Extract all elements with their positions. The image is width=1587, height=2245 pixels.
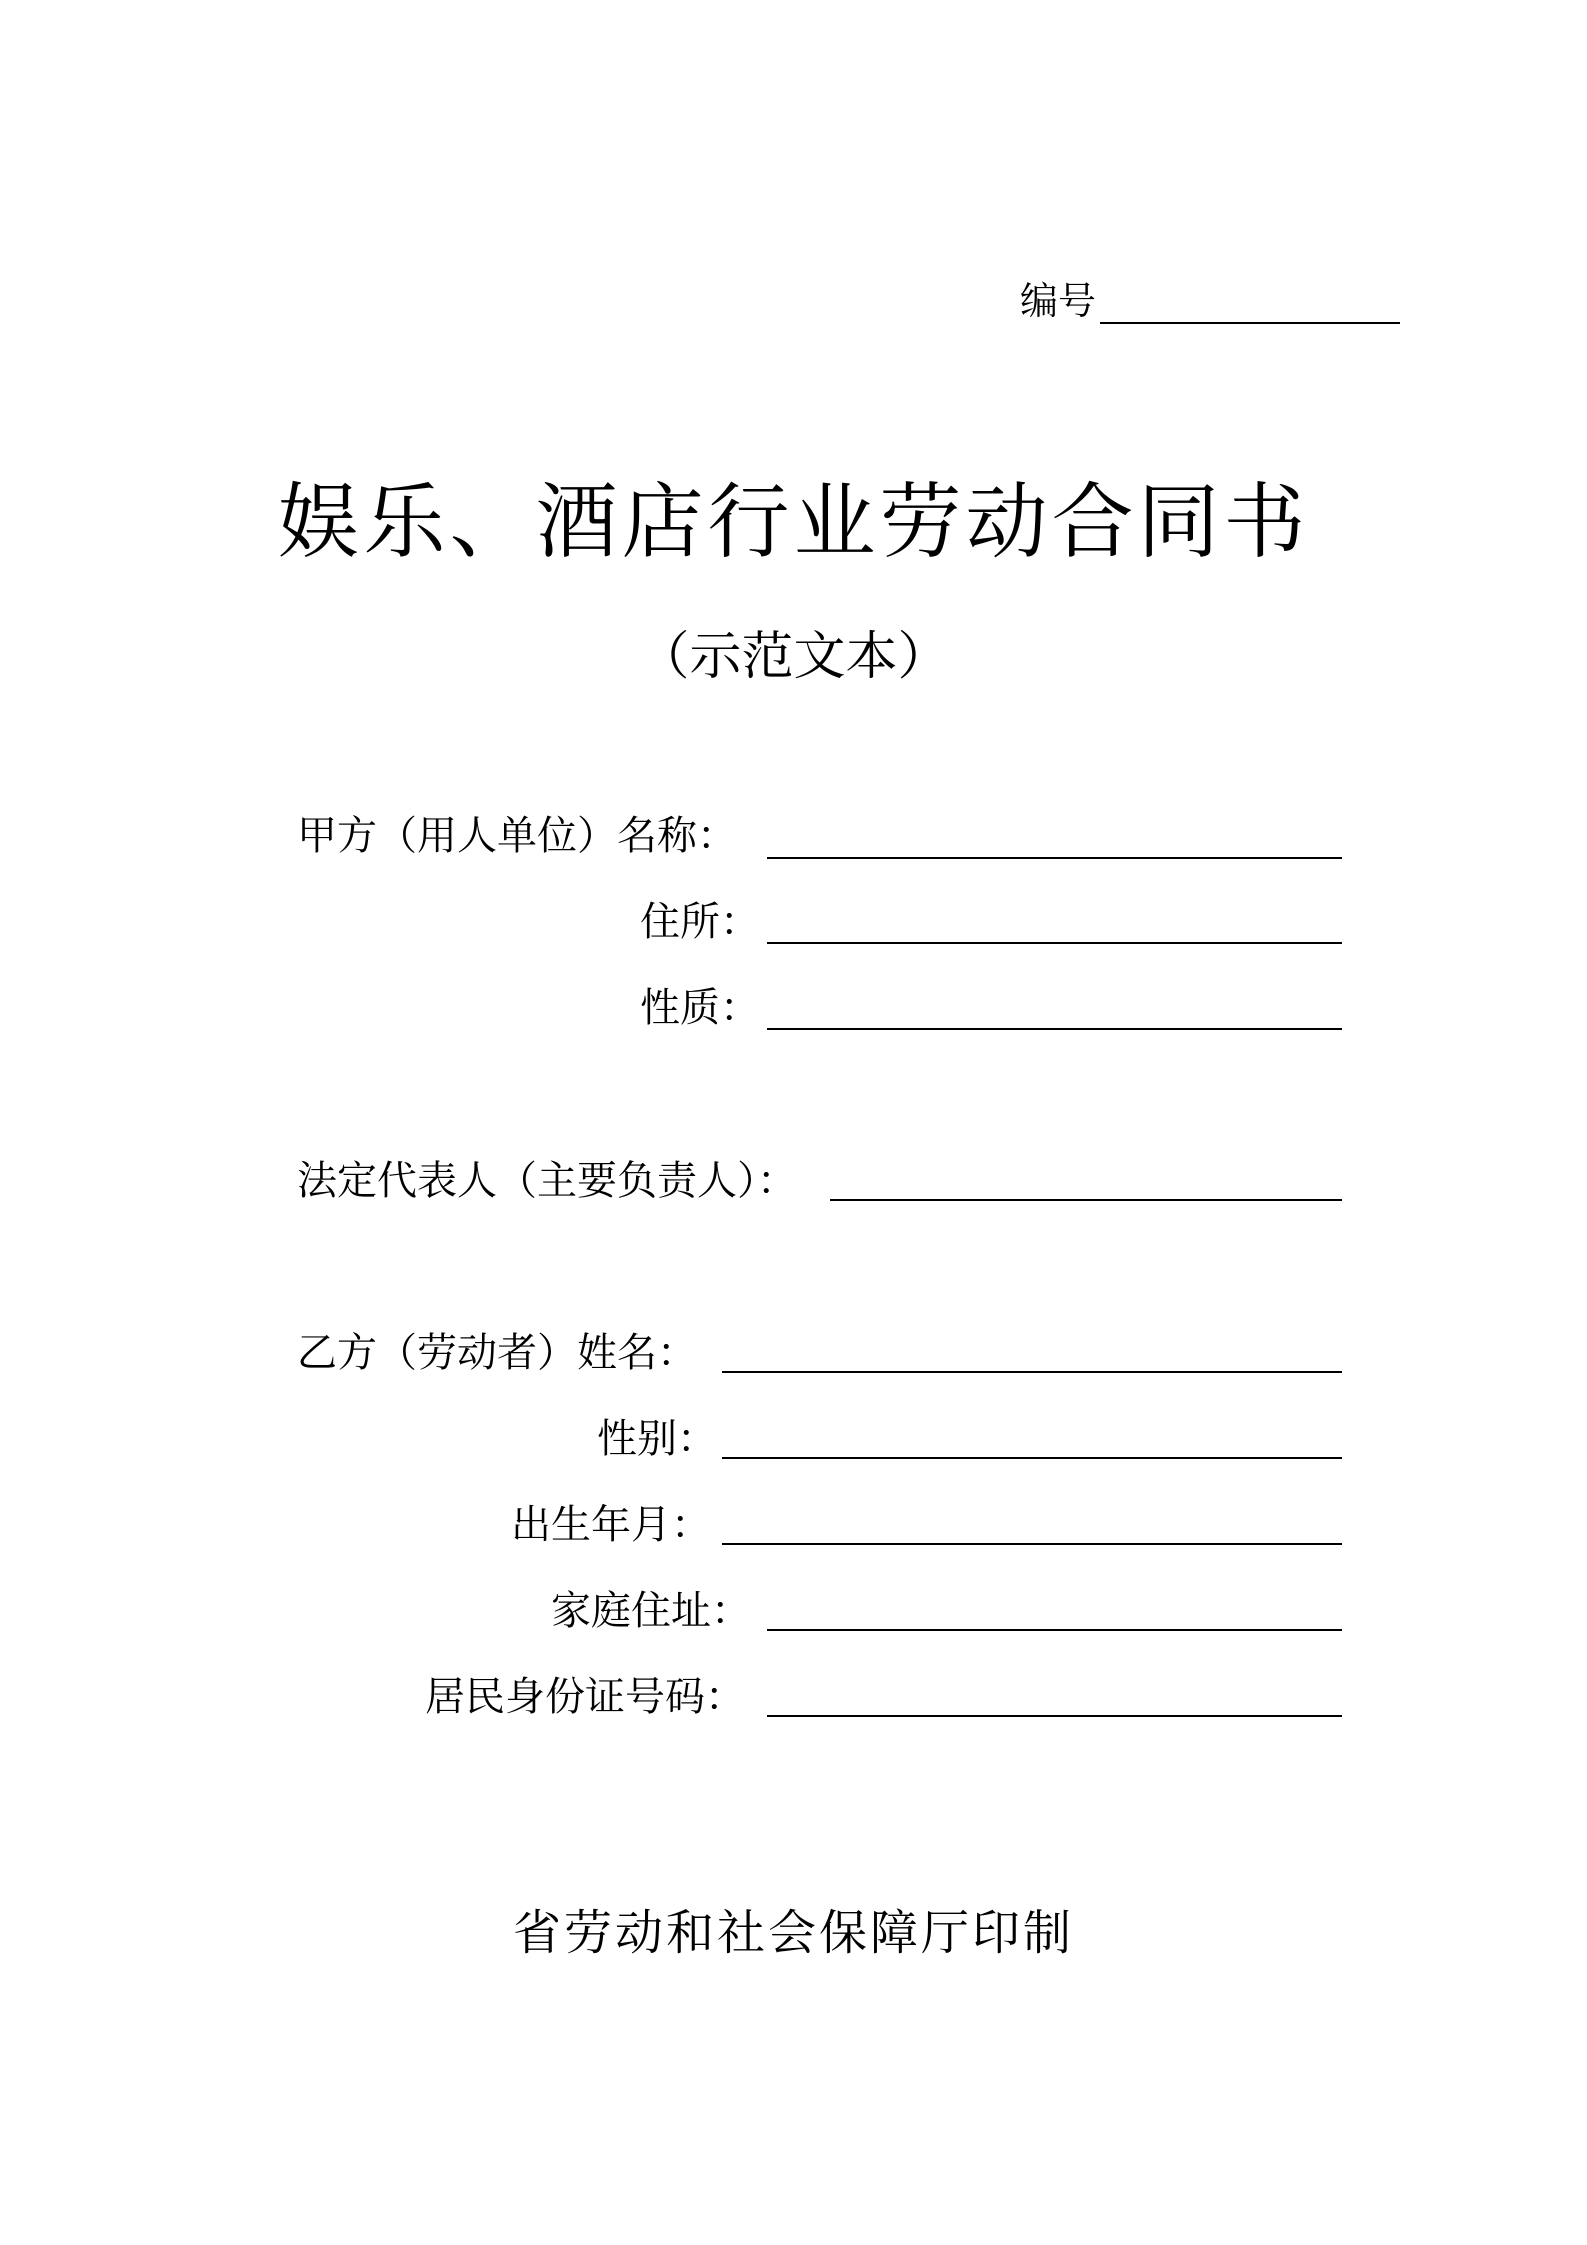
legal-representative-label: 法定代表人（主要负责人）： <box>297 1158 797 1204</box>
party-a-name-field[interactable] <box>767 857 1342 859</box>
gender-field[interactable] <box>722 1457 1342 1459</box>
birth-date-field[interactable] <box>722 1543 1342 1545</box>
legal-representative-field[interactable] <box>830 1199 1342 1201</box>
party-b-name-field[interactable] <box>722 1371 1342 1373</box>
home-address-field[interactable] <box>767 1629 1342 1631</box>
serial-number-field[interactable] <box>1100 322 1400 324</box>
party-a-address-field[interactable] <box>767 942 1342 944</box>
document-subtitle: （示范文本） <box>637 627 950 687</box>
birth-date-label: 出生年月： <box>511 1502 711 1548</box>
gender-label: 性别： <box>597 1416 717 1462</box>
document-title: 娱乐、酒店行业劳动合同书 <box>277 475 1310 570</box>
party-a-nature-label: 性质： <box>640 985 760 1031</box>
id-number-label: 居民身份证号码： <box>425 1674 745 1720</box>
party-a-name-label: 甲方（用人单位）名称： <box>297 813 737 859</box>
issuer-footer: 省劳动和社会保障厅印制 <box>512 1905 1074 1961</box>
party-a-nature-field[interactable] <box>767 1028 1342 1030</box>
home-address-label: 家庭住址： <box>551 1588 751 1634</box>
id-number-field[interactable] <box>767 1715 1342 1717</box>
party-b-name-label: 乙方（劳动者）姓名： <box>297 1330 697 1376</box>
serial-number-label: 编号 <box>1020 279 1097 323</box>
party-a-address-label: 住所： <box>640 899 760 945</box>
